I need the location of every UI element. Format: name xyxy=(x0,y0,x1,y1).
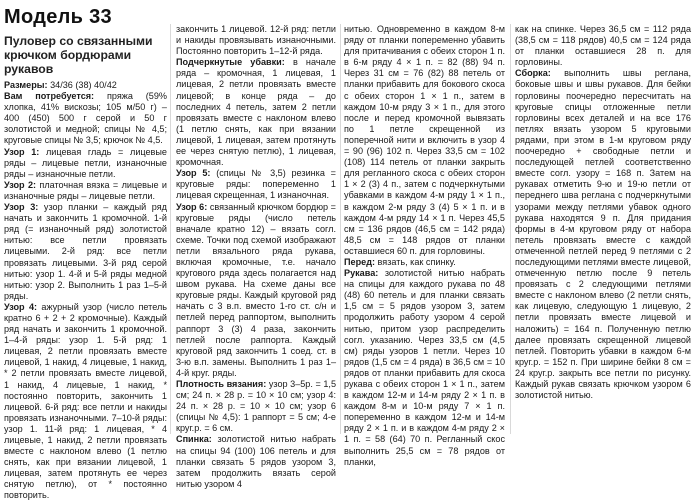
paragraph-text: узор 3–5р. = 1,5 см; 24 п. × 28 р. = 10 × 10 см; узор 4: 24 п. × 28 р. = 10 × 10 см; узор 6 (спицы № 4,5): 1 раппорт = 5 см; 4-е круг.р. = 6 см. xyxy=(176,379,337,434)
paragraph xyxy=(176,202,336,380)
section-label: Узор 2: xyxy=(4,179,37,190)
column-2 xyxy=(176,24,337,489)
section-label: Сборка: xyxy=(515,68,551,79)
column-divider xyxy=(340,24,341,434)
paragraph xyxy=(4,302,167,502)
paragraph-text: (спицы № 3,5) резинка = круговые ряды: попеременно 1 лицевая скрещенная, 1 изнаночная. xyxy=(176,168,336,201)
paragraph xyxy=(4,202,167,302)
paragraph xyxy=(176,24,336,57)
section-label: Перед: xyxy=(344,256,376,267)
section-label: Рукава: xyxy=(344,268,379,279)
paragraph xyxy=(4,147,167,180)
paragraph xyxy=(515,24,691,68)
paragraph-text: как на спинке. Через 36,5 см = 112 ряда (38,5 см = 118 рядов) 40,5 см = 124 ряда от планки оставшиеся 28 п. для горловины. xyxy=(515,24,691,68)
section-label: Спинка: xyxy=(176,434,212,445)
paragraph-text: лицевая гладь = лицевые ряды – лицевые петли, изнаночные ряды – изнаночные петли. xyxy=(4,146,167,179)
model-title: Модель 33 xyxy=(4,6,112,28)
column-divider xyxy=(170,24,171,434)
section-label: Узор 6: xyxy=(176,201,208,212)
column-divider xyxy=(510,24,511,434)
paragraph-text: в начале ряда – кромочная, 1 лицевая, 1 лицевая, 2 петли провязать вместе лицевой; в конце ряда – до последних 4 петель, затем 2 петли провязать вместе с наклоном влево (1 петлю снять, как при вязании лицевой, 1 лицевая, затем протянуть ее через снятую петлю), 1 лицевая, кромочная. xyxy=(176,57,336,168)
section-label: Плотность вязания: xyxy=(176,379,267,389)
paragraph xyxy=(4,80,167,91)
paragraph xyxy=(176,379,336,434)
section-label: Узор 1: xyxy=(4,146,40,157)
section-label: Узор 3: xyxy=(4,202,39,213)
subtitle: Пуловер со связанными крючком бордюрами рукавов xyxy=(4,34,153,76)
paragraph-text: золотистой нитью набрать на спицы 94 (100) 106 петель и для планки связать 5 рядов узором 3, затем продолжить вязать серой нитью узором 4 xyxy=(176,434,336,489)
paragraph xyxy=(344,268,505,468)
paragraph xyxy=(4,180,167,202)
paragraph-text: выполнить швы реглана, боковые швы и швы рукавов. Для бейки горловины поочередно пересчитать на круговые спицы отложенные петли горловины всех деталей и на все 176 петлях вязать узором 5 круговыми рядами, при этом в 1-м круговом ряду поочередно + свободные петли и последующей петлей соответственно вместе согл. узору = 168 п. Затем на рукавах отметить 9-ю и 19-ю петли от переднего шва реглана с подчеркнутыми узорами между петлями убавок одного рукава находятся 9 п. Для придания формы в 4-м круговом ряду от набора петель провязать вместе с каждой отмеченной петлей перед 9 петлями с 2 последующими петлями вместе лицевой, отмеченную петлю после 9 петель провязать с 2 следующими петлями вместе с наклоном влево (2 петли снять, как лицевую, следующую 1 лицевую, 2 петли провязать вместе лицевой и наложить) = 164 п. Полученную петлю далее провязать скрещенной лицевой петлей. Повторить убавки в каждом 6-м круг.р. = 152 п. При ширине бейки 8 см = 24 круг.р. закрыть все петли по рисунку. Каждый рукав связать крючком узором 6 золотистой нитью. xyxy=(515,68,691,401)
section-label: Узор 5: xyxy=(176,168,211,179)
paragraph-text: золотистой нитью набрать на спицы для каждого рукава по 48 (48) 60 петель и для планки связать 1,5 см = 5 рядов узором 3, затем продолжить работу узором 4 серой нитью, притом узор распределить согл. указанию. Через 33,5 см (4,5 см) ряды узоров 1 петли. Через 10 рядов (1,5 см = 4 ряда) в 36,5 см = 10 рядов от планки прибавить для скоса рукава с обеих сторон 1 × 1 п., затем в каждом 12-м и 14-м ряду 2 × 1 п. в каждом 8-м и 10-м ряду 7 × 1 п. попеременно в каждом 12-м и 14-м ряду 2 × 1 п. и в каждом 4-м ряду 2 × 1 п. = 58 (64) 70 п. Регланный скос выполнить 25,5 см = 78 рядов от планки, xyxy=(344,268,505,467)
paragraph-text: вязать, как спинку. xyxy=(375,256,456,267)
paragraph xyxy=(176,434,336,489)
paragraph-text: платочная вязка = лицевые и изнаночные ряды – лицевые петли. xyxy=(4,179,167,201)
paragraph xyxy=(344,24,505,257)
column-1 xyxy=(4,80,167,501)
paragraph xyxy=(176,168,336,201)
paragraph-text: 34/36 (38) 40/42 xyxy=(47,80,117,90)
paragraph xyxy=(4,91,167,146)
paragraph-text: закончить 1 лицевой. 12-й ряд: петли и накиды провязывать изнаночными. Постоянно повторить 1–12-й ряда. xyxy=(176,24,336,57)
column-3 xyxy=(344,24,505,467)
paragraph-text: нитью. Одновременно в каждом 8-м ряду от планки попеременно убавить для притачивания с обеих сторон 1 п. в 6-м ряду 4 × 1 п. = 82 (88) 94 п. Через 31 см = 76 (82) 88 петель от планки прибавить для бокового скоса с обеих сторон 1 × 1 п., затем в каждом 10-м ряду 3 × 1 п., для этого после и перед кромочной вывязать по 1 петле скрещенной из поперечной нити и включить в узор 4 = 90 (96) 102 п. Через 33,5 см = 102 (108) 114 петель от планки закрыть для регланного скоса с обеих сторон 1 × 2 (3) 4 п., затем с подчеркнутыми убавками в каждом 4-м ряду 1 × 1 п., в каждом 2-м ряду 3 (4) 5 × 1 п. и в каждом 4-м ряду 14 × 1 п. Через 45,5 см = 136 рядов (46,5 см = 142 ряда) 48,5 см = 148 рядов от планки оставшиеся 60 п. для горловины. xyxy=(344,24,505,256)
column-4 xyxy=(515,24,691,440)
paragraph-text: пряжа (59% хлопка, 41% вискозы; 105 м/50 г) – 400 (450) 500 г серой и 50 г золотистой и медной; спицы № 4,5; круговые спицы № 3,5; крючок № 4,5. xyxy=(4,91,167,146)
section-label: Подчеркнутые убавки: xyxy=(176,57,285,68)
paragraph xyxy=(344,257,505,268)
paragraph xyxy=(176,57,336,168)
paragraph-text: ажурный узор (число петель кратно 6 + 2 + 2 кромочные). Каждый ряд начать и закончить 1 кромочной. 1–4-й ряды: узор 1. 5-й ряд: 1 лицевая, 2 петли провязать вместе лицевой, 1 накид, 4 лицевые, 1 накид, * 2 петли провязать вместе лицевой, 1 накид, 4 лицевые, 1 накид, * постоянно повторить, закончить 1 лицевой. 6-й ряд: все петли и накиды провязать изнаночными. 7–10-й ряды: узор 1. 11-й ряд: 1 лицевая, * 4 лицевые, 1 накид, 2 петли провязать вместе с наклоном влево (1 петлю снять, как при вязании лицевой, 1 лицевая, затем протянуть ее через снятую петлю), от * постоянно повторить. xyxy=(4,301,167,501)
section-label: Вам потребуется: xyxy=(4,91,95,102)
section-label: Размеры: xyxy=(4,80,48,90)
paragraph-text: связанный крючком бордюр = круговые ряды (число петель вначале кратно 12) – вязать согл. схеме. Точки под схемой изображают петли вязального ряда рукава, включая кромочные, т.е. начало кругового ряда здесь полагается над швом рукава. На схеме даны все круговые ряды. Каждый круговой ряд начать с 3 в.п. вместо 1-го ст. с/н и петлей перед раппортом, выполнить раппорт 3 (3) 4 раза, закончить петлей после раппорта. Каждый круговой ряд закончить 1 соед. ст. в 3-ю в.п. замены. Выполнить 1 раз 1–4-й круг. ряды. xyxy=(176,201,336,378)
paragraph-text: узор планки – каждый ряд начать и закончить 1 кромочной. 1-й ряд (= изнаночный ряд) золотистой нитью: все петли провязать лицевыми. 2-й ряд: все петли провязать лицевыми. 3-й ряд серой нитью: узор 1. 4-й и 5-й ряды медной нитью: узор 2. Выполнить 1 раз 1–5-й ряды. xyxy=(4,202,167,301)
section-label: Узор 4: xyxy=(4,301,38,312)
paragraph xyxy=(515,68,691,401)
